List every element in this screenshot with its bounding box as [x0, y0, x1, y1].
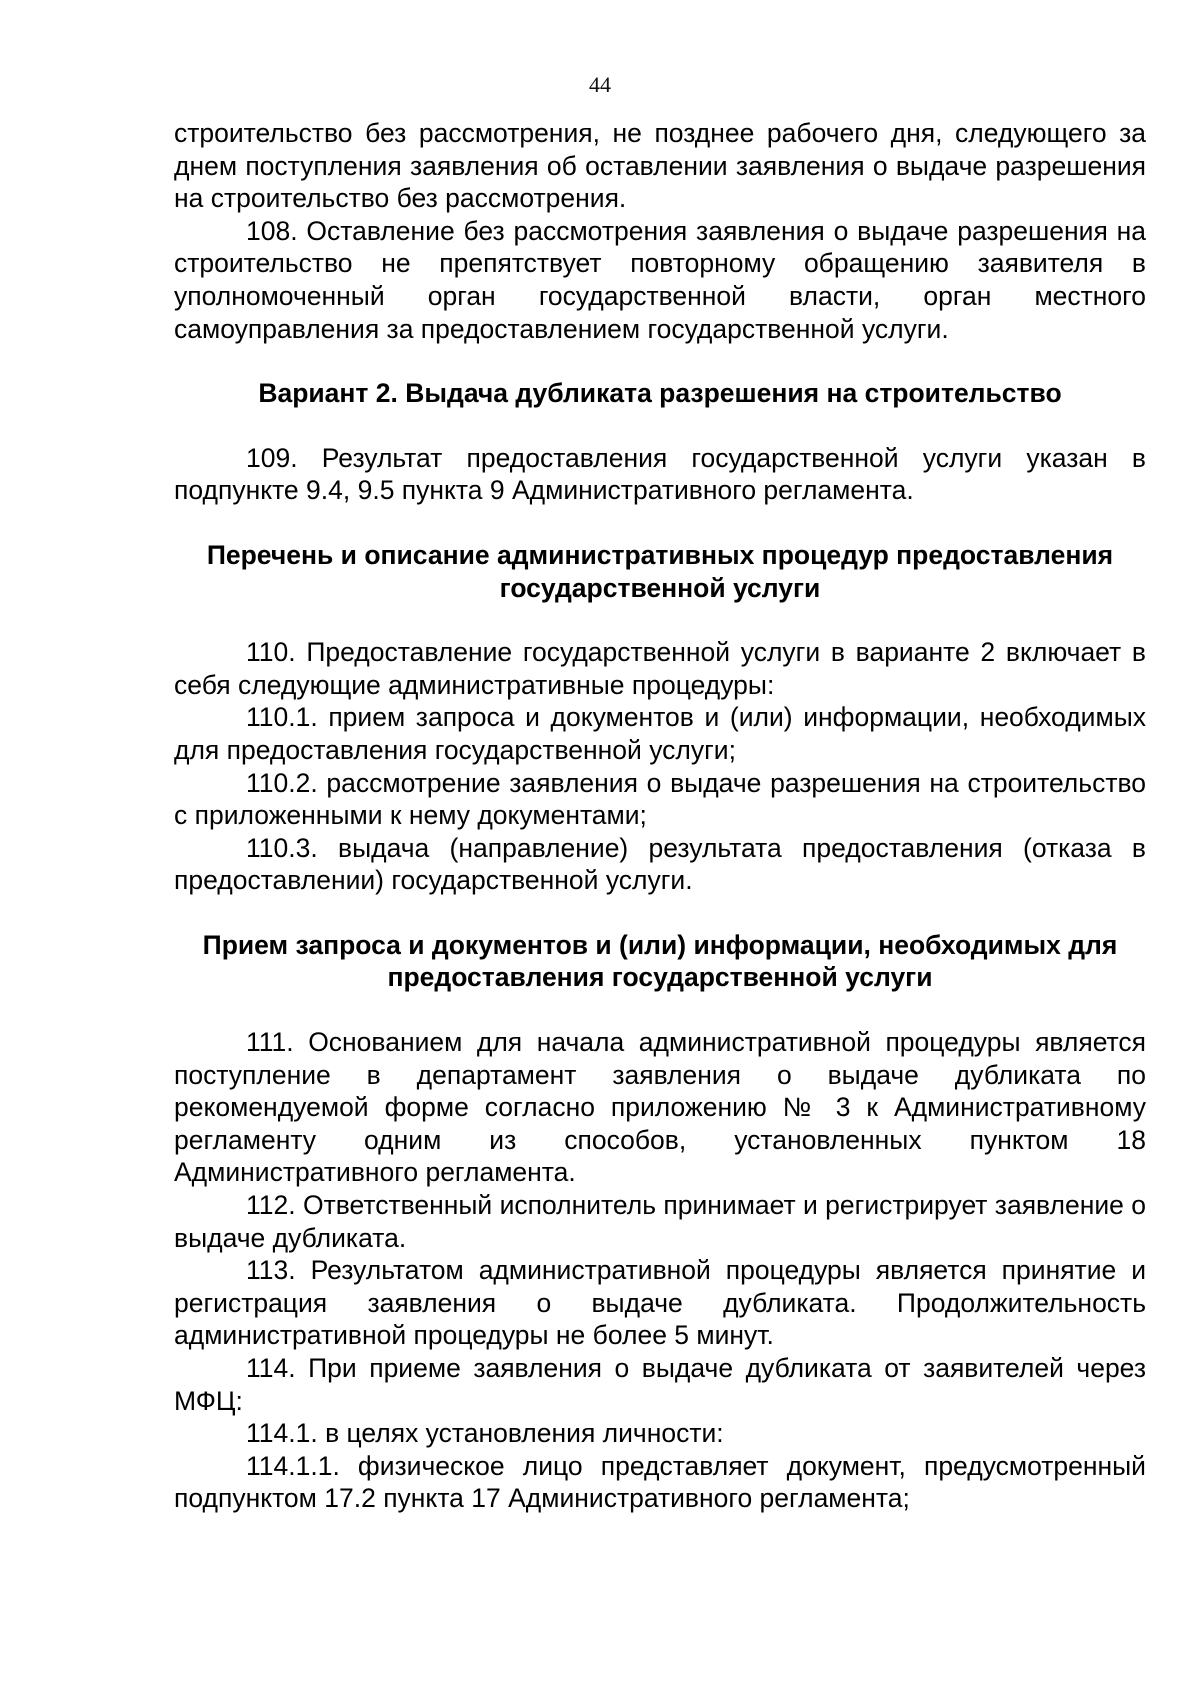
spacer	[174, 604, 1146, 636]
paragraph-110-1: 110.1. прием запроса и документов и (или) информации, необходимых для предоставления государственной услуги;	[174, 702, 1146, 765]
heading-procedures-list: Перечень и описание административных процедур предоставления государственной услуги	[206, 539, 1114, 603]
heading-variant-2: Вариант 2. Выдача дубликата разрешения на строительство	[258, 378, 1062, 409]
paragraph-109: 109. Результат предоставления государственной услуги указан в подпункте 9.4, 9.5 пункта 9 Административного регламента.	[174, 442, 1146, 506]
spacer	[174, 410, 1146, 442]
paragraph-continuation: строительство без рассмотрения, не позднее рабочего дня, следующего за днем поступления заявления об оставлении заявления о выдаче разрешения на строительство без рассмотрения.	[174, 118, 1146, 214]
spacer	[174, 345, 1146, 377]
spacer	[174, 507, 1146, 539]
heading-reception: Прием запроса и документов и (или) информации, необходимых для предоставления государственной услуги	[202, 929, 1118, 993]
paragraph-110-2: 110.2. рассмотрение заявления о выдаче разрешения на строительство с приложенными к нему документами;	[174, 767, 1146, 831]
paragraph-111: 111. Основанием для начала административной процедуры является поступление в департамент заявления о выдаче дубликата по рекомендуемой форме согласно приложению № 3 к Административному регламенту одним из способов, установленных пунктом 18 Административного регламента.	[174, 1027, 1146, 1188]
paragraph-114-1: 114.1. в целях установления личности:	[246, 1418, 724, 1449]
spacer	[174, 897, 1146, 929]
document-body	[174, 117, 1146, 1515]
paragraph-114: 114. При приеме заявления о выдаче дубликата от заявителей через МФЦ:	[174, 1353, 1146, 1416]
paragraph-110: 110. Предоставление государственной услуги в варианте 2 включает в себя следующие административные процедуры:	[174, 637, 1146, 700]
paragraph-110-3: 110.3. выдача (направление) результата предоставления (отказа в предоставлении) государственной услуги.	[174, 832, 1146, 896]
page-number: 44	[589, 72, 611, 97]
paragraph-114-1-1: 114.1.1. физическое лицо представляет документ, предусмотренный подпунктом 17.2 пункта 17 Административного регламента;	[174, 1450, 1146, 1514]
paragraph-108: 108. Оставление без рассмотрения заявления о выдаче разрешения на строительство не препятствует повторному обращению заявителя в уполномоченный орган государственной власти, орган местного самоуправления за предоставлением государственной услуги.	[174, 215, 1146, 344]
spacer	[174, 994, 1146, 1026]
paragraph-113: 113. Результатом административной процедуры является принятие и регистрация заявления о выдаче дубликата. Продолжительность административной процедуры не более 5 минут.	[174, 1255, 1146, 1351]
paragraph-112: 112. Ответственный исполнитель принимает и регистрирует заявление о выдаче дубликата.	[174, 1190, 1146, 1253]
